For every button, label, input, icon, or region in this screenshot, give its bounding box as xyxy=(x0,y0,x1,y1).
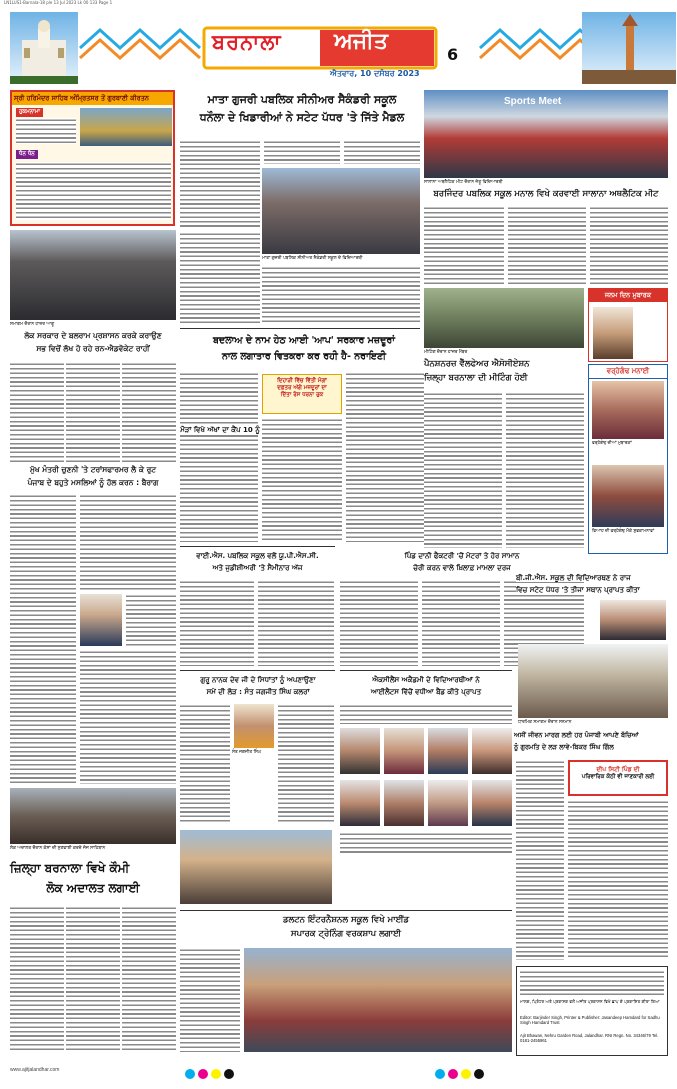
rule-dalton xyxy=(180,910,512,911)
pensioners-photo xyxy=(424,288,584,348)
lok-adalat-body-2 xyxy=(66,906,120,1052)
lead-body-5 xyxy=(262,266,420,324)
sports-body-1 xyxy=(424,206,504,284)
excellence-student-3 xyxy=(428,728,468,774)
imprint-line-2: Editor: Barjinder Singh, Printer & Publisher: Jasandeep Hamdard for Sadhu Singh Hamdard Trust xyxy=(520,1015,660,1026)
lok-adalat-headline-1: ਜ਼ਿਲ੍ਹਾ ਬਰਨਾਲਾ ਵਿਖੇ ਕੌਮੀ xyxy=(10,861,130,875)
dalton-headline-2: ਸਪਾਰਕ ਟ੍ਰੇਨਿੰਗ ਵਰਕਸ਼ਾਪ ਲਗਾਈ xyxy=(290,929,402,939)
highlight-line-1: ਦਿਹਾੜੀ ਵਿੱਚ ਵਿੱਤੀ ਮੰਗਾਂ xyxy=(277,378,327,384)
guru-nanak-headline-2: ਸਮੇਂ ਦੀ ਲੋੜ : ਸੰਤ ਜਗਜੀਤ ਸਿੰਘ ਕਲਰਾਂ xyxy=(206,688,310,696)
masthead-date: ਐਤਵਾਰ, 10 ਦਸੰਬਰ 2023 xyxy=(330,69,420,78)
left1-body-1 xyxy=(10,362,64,462)
imprint-line-3: Ajit Bhawan, Nehru Garden Road, Jalandhar. RNI Regn. No. 34346/79 Tel. 0181-2455961 xyxy=(520,1033,659,1044)
lead-body-1 xyxy=(180,140,260,228)
ad-line-1: ਦੀਪ ਸਿਟੀ ਪਿੰਡ ਦੀ xyxy=(596,766,640,773)
dharmik-caption: ਧਾਰਮਿਕ ਸਮਾਗਮ ਦੌਰਾਨ ਸਨਮਾਨ xyxy=(518,720,572,725)
seminar-headline-2: ਅਤੇ ਜੁਡੀਸ਼ੀਅਰੀ 'ਤੇ ਸੈਮੀਨਾਰ ਅੱਜ xyxy=(212,564,303,572)
anniversary-box xyxy=(588,364,668,554)
sports-meet-banner: Sports Meet xyxy=(504,96,562,107)
imprint-box xyxy=(516,966,668,1056)
guru-nanak-body-1 xyxy=(180,704,230,824)
dharmik-body-2 xyxy=(568,800,668,960)
birthday-title: ਜਨਮ ਦਿਨ ਮੁਬਾਰਕ xyxy=(589,289,667,302)
excellence-headline-1: ਐਕਸੀਲੈਂਸ ਅਕੈਡਮੀ ਦੇ ਵਿਦਿਆਰਥੀਆਂ ਨੇ xyxy=(372,676,480,684)
guru-nanak-body-2 xyxy=(278,704,334,824)
student-photo xyxy=(600,600,666,640)
anniversary-title: ਵਰ੍ਹੇਗੰਢ ਮਨਾਈ xyxy=(589,365,667,379)
left2-headline-1: ਮੁੱਖ ਮੰਤਰੀ ਚੁਣਨੀ 'ਤੇ ਟਰਾਂਸਫਾਰਮਰ ਲੈ ਕੇ ਰੁਟ xyxy=(29,465,157,474)
left2-body-2 xyxy=(80,494,176,590)
aap-body-2 xyxy=(262,418,342,542)
excellence-student-4 xyxy=(472,728,512,774)
pilgrimage-text-1 xyxy=(16,118,76,144)
seminar-body-2 xyxy=(258,580,334,666)
aap-body-1 xyxy=(180,372,258,542)
print-slug: LN1LUS1-Barnala-18 ple 13 Jul 2023 Lk 00 133 Page 1 xyxy=(4,0,113,5)
pilgrimage-label-2: ਧੰਨ ਧੰਨ xyxy=(16,150,38,159)
birthday-box xyxy=(588,288,668,362)
state-level-headline-1: ਬੀ.ਜੀ.ਐਸ. ਸਕੂਲ ਦੀ ਵਿਦਿਆਰਥਣ ਨੇ ਰਾਜ xyxy=(516,574,672,582)
state-level-headline-2: ਵਿਚ ਸਟੇਟ ਪੱਧਰ 'ਤੇ ਤੀਜਾ ਸਥਾਨ ਪ੍ਰਾਪਤ ਕੀਤਾ xyxy=(516,586,672,594)
lok-adalat-body-1 xyxy=(10,906,64,1052)
lead-headline-2: ਧਨੌਲਾ ਦੇ ਖਿਡਾਰੀਆਂ ਨੇ ਸਟੇਟ ਪੱਧਰ 'ਤੇ ਜਿੱਤੇ ਮੈਡਲ xyxy=(199,111,405,124)
rule-seminar xyxy=(180,546,335,547)
excellence-body-2 xyxy=(340,832,512,854)
excellence-student-7 xyxy=(428,780,468,826)
lok-adalat-headline-2: ਲੋਕ ਅਦਾਲਤ ਲਗਾਈ xyxy=(46,881,140,895)
lead-body-4 xyxy=(180,232,260,324)
sports-meet-photo xyxy=(424,90,668,178)
dalton-headline-1: ਡਲਟਨ ਇੰਟਰਨੈਸ਼ਨਲ ਸਕੂਲ ਵਿਖੇ ਮਾਈਂਡ xyxy=(282,915,410,925)
footer-url: www.ajitjalandhar.com xyxy=(10,1067,60,1073)
lead-photo xyxy=(262,168,420,254)
excellence-body xyxy=(340,704,512,724)
leaders-photo xyxy=(10,230,176,320)
pilgrimage-box xyxy=(10,90,175,226)
excellence-headline-2: ਆਈਲੈਟਸ ਵਿੱਚੋਂ ਵਧੀਆ ਬੈਂਡ ਕੀਤੇ ਪ੍ਰਾਪਤ xyxy=(370,688,482,696)
pensioners-headline-1: ਪੈਨਸ਼ਨਰਜ਼ ਵੈੱਲਫੇਅਰ ਐਸੋਸੀਏਸ਼ਨ xyxy=(424,359,530,369)
highlight-line-3: ਦਿੱਤਾ ਰੋਸ ਧਰਨਾ ਰੁਕ xyxy=(280,392,324,398)
bairag-portrait xyxy=(80,594,122,646)
pilgrimage-text-2 xyxy=(16,162,171,220)
guru-nanak-photo xyxy=(180,830,332,904)
lead-body-3 xyxy=(344,140,420,164)
left1-headline-1: ਲੋਕ ਸਰਕਾਰ ਦੇ ਬਲਰਾਮ ਪ੍ਰਸ਼ਾਸਨ ਕਰਕੇ ਕਰਾਉਣ xyxy=(24,331,162,340)
left2-headline-2: ਪੰਜਾਬ ਦੇ ਬਹੁਤੇ ਮਸਲਿਆਂ ਨੂੰ ਹੱਲ ਕਰਨ : ਬੈਰਾਗ xyxy=(27,478,159,487)
theft-body-1 xyxy=(340,580,418,666)
eye-camp-headline: ਮੌੜਾਂ ਵਿਖੇ ਅੱਖਾਂ ਦਾ ਕੈਂਪ 10 ਨੂੰ xyxy=(180,426,260,434)
aap-body-3 xyxy=(346,372,424,542)
theft-headline-1: ਪਿੰਡ ਦਾਨੀ ਫੈਕਟਰੀ 'ਚੋਂ ਮੋਟਰਾਂ ਤੇ ਹੋਰ ਸਾਮਾਨ xyxy=(404,552,520,560)
pensioners-body-1 xyxy=(424,392,502,548)
leaders-caption: ਸਮਾਗਮ ਦੌਰਾਨ ਹਾਜ਼ਰ ਆਗੂ xyxy=(10,322,55,327)
lead-body-2 xyxy=(264,140,340,164)
excellence-student-8 xyxy=(472,780,512,826)
dalton-photo xyxy=(244,948,512,1052)
theft-headline-2: ਚੋਰੀ ਕਰਨ ਵਾਲੇ ਖ਼ਿਲਾਫ਼ ਮਾਮਲਾ ਦਰਜ xyxy=(413,564,511,572)
dharmik-headline-1: ਅਸੀਂ ਜੀਵਨ ਮਾਰਗ ਲਈ ਹਰ ਪੰਜਾਬੀ ਆਪਣੇ ਬੱਚਿਆਂ xyxy=(514,731,639,739)
left1-body-2 xyxy=(66,362,120,462)
page-number: 6 xyxy=(447,45,459,64)
sant-portrait xyxy=(234,704,274,748)
golden-temple-photo xyxy=(80,108,172,146)
highlight-line-2: ਦਫ਼ਤਰ ਅੱਗੇ ਮਜ਼ਦੂਰਾਂ ਦਾ xyxy=(277,385,327,391)
left2-body-1 xyxy=(10,494,76,784)
left2-body-3 xyxy=(126,594,176,646)
rule-aap xyxy=(180,328,420,329)
excellence-student-5 xyxy=(340,780,380,826)
anniversary-photo-2 xyxy=(592,465,664,527)
footer-bar xyxy=(0,1064,677,1088)
lok-adalat-caption: ਲੋਕ ਅਦਾਲਤ ਦੌਰਾਨ ਕੇਸਾਂ ਦੀ ਸੁਣਵਾਈ ਕਰਦੇ ਜੱਜ ਸਾਹਿਬਾਨ xyxy=(10,846,106,851)
registration-marks xyxy=(0,1064,677,1088)
dharmik-body-1 xyxy=(516,760,564,960)
pilgrimage-label-hukamnama: ਹੁਕਮਨਾਮਾ xyxy=(16,108,43,117)
excellence-student-6 xyxy=(384,780,424,826)
excellence-student-1 xyxy=(340,728,380,774)
pilgrimage-title: ਸ੍ਰੀ ਹਰਿਮੰਦਰ ਸਾਹਿਬ ਅੰਮ੍ਰਿਤਸਰ ਤੋਂ ਗੁਰਬਾਣੀ ਕੀਰਤਨ xyxy=(12,92,173,105)
masthead-tag: ਅਜੀਤ ਬਠਿੰਡਾ xyxy=(340,20,367,26)
state-level-photo xyxy=(518,644,668,718)
guru-nanak-headline-1: ਗੁਰੂ ਨਾਨਕ ਦੇਵ ਜੀ ਦੇ ਸਿਧਾਂਤਾਂ ਨੂੰ ਅਪਣਾਉਣਾ xyxy=(200,676,316,684)
lok-adalat-body-3 xyxy=(122,906,176,1052)
lok-adalat-photo xyxy=(10,788,176,844)
left1-body-3 xyxy=(122,362,176,462)
anniversary-caption-2: ਵਿਆਹ ਦੀ ਵਰ੍ਹੇਗੰਢ ਮੌਕੇ ਸ਼ੁਭਕਾਮਨਾਵਾਂ xyxy=(592,529,655,534)
theft-body-2 xyxy=(422,580,500,666)
imprint-line-1: ਮਾਲਕ, ਪ੍ਰਿੰਟਰ ਅਤੇ ਪ੍ਰਕਾਸ਼ਕ ਵਲੋਂ ਅਜੀਤ ਪ੍ਰਕਾਸ਼ਨ ਵਿਖੇ ਛਾਪ ਕੇ ਪ੍ਰਕਾਸ਼ਿਤ ਕੀਤਾ ਗਿਆ xyxy=(520,999,660,1004)
rule-guru-nanak xyxy=(180,670,335,671)
dharmik-headline-2: ਨੂੰ ਗੁਰਮਤਿ ਦੇ ਲੜ ਲਾਵੇ-ਬਿਕਰ ਸਿੰਘ ਗਿੱਲ xyxy=(514,743,614,751)
masthead-city: ਬਰਨਾਲਾ xyxy=(212,30,282,54)
pensioners-body-2 xyxy=(506,392,584,548)
dalton-body xyxy=(180,948,240,1052)
sant-caption: ਸੰਤ ਜਗਜੀਤ ਸਿੰਘ xyxy=(232,750,262,755)
anniversary-photo-1 xyxy=(592,381,664,439)
left2-body-4 xyxy=(80,650,176,784)
ad-box xyxy=(568,760,668,796)
left1-headline-2: ਸਭ ਵਿਚੋਂ ਲੱਖ ਹੋ ਰਹੇ ਰਨ-ਐਡਵੋਕੇਟ ਰਾਹੀਂ xyxy=(36,344,150,353)
anniversary-caption-1: ਵਰ੍ਹੇਗੰਢ ਦੀਆਂ ਮੁਬਾਰਕਾਂ xyxy=(592,441,632,446)
highlight-box xyxy=(262,374,342,414)
sports-body-2 xyxy=(508,206,586,284)
ad-line-2: ਪਰਿਵਾਰਿਕ ਕੋਠੀ ਵੀ ਜਾਣਕਾਰੀ ਲਈ xyxy=(581,774,655,780)
imprint-body xyxy=(520,970,664,996)
lead-photo-caption: ਮਾਤਾ ਗੁਜਰੀ ਪਬਲਿਕ ਸੀਨੀਅਰ ਸੈਕੰਡਰੀ ਸਕੂਲ ਦੇ ਵਿਦਿਆਰਥੀ xyxy=(262,256,363,261)
sports-meet-headline: ਬਰਜਿੰਦਰ ਪਬਲਿਕ ਸਕੂਲ ਮਨਾਲ ਵਿਖੇ ਕਰਵਾਈ ਸਾਲਾਨਾ ਅਥਲੈਟਿਕ ਮੀਟ xyxy=(433,189,659,199)
aap-headline-1: ਬਦਲਾਅ ਦੇ ਨਾਮ ਹੇਠ ਆਈ 'ਆਪ' ਸਰਕਾਰ ਮਜ਼ਦੂਰਾਂ xyxy=(213,335,395,346)
birthday-photo xyxy=(593,307,633,359)
pensioners-headline-2: ਜ਼ਿਲ੍ਹਾ ਬਰਨਾਲਾ ਦੀ ਮੀਟਿੰਗ ਹੋਈ xyxy=(424,373,528,383)
seminar-headline-1: ਵਾਈ.ਐਸ. ਪਬਲਿਕ ਸਕੂਲ ਵਲੋਂ ਯੂ.ਪੀ.ਐਸ.ਸੀ. xyxy=(196,552,319,560)
sports-body-3 xyxy=(590,206,668,284)
masthead-brand: ਅਜੀਤ xyxy=(334,29,388,54)
pensioners-caption: ਮੀਟਿੰਗ ਦੌਰਾਨ ਹਾਜ਼ਰ ਮੈਂਬਰ xyxy=(424,350,468,355)
rule-excellence xyxy=(340,670,512,671)
lead-headline-1: ਮਾਤਾ ਗੁਜਰੀ ਪਬਲਿਕ ਸੀਨੀਅਰ ਸੈਕੰਡਰੀ ਸਕੂਲ xyxy=(207,93,397,106)
sports-meet-caption: ਸਾਲਾਨਾ ਅਥਲੈਟਿਕ ਮੀਟ ਦੌਰਾਨ ਜੇਤੂ ਵਿਦਿਆਰਥੀ xyxy=(424,180,503,185)
aap-headline-2: ਨਾਲ ਲਗਾਤਾਰ ਵਿਤਕਰਾ ਕਰ ਰਹੀ ਹੈ- ਨਰਾਇਣੀ xyxy=(221,351,387,362)
excellence-student-2 xyxy=(384,728,424,774)
seminar-body-1 xyxy=(180,580,254,666)
